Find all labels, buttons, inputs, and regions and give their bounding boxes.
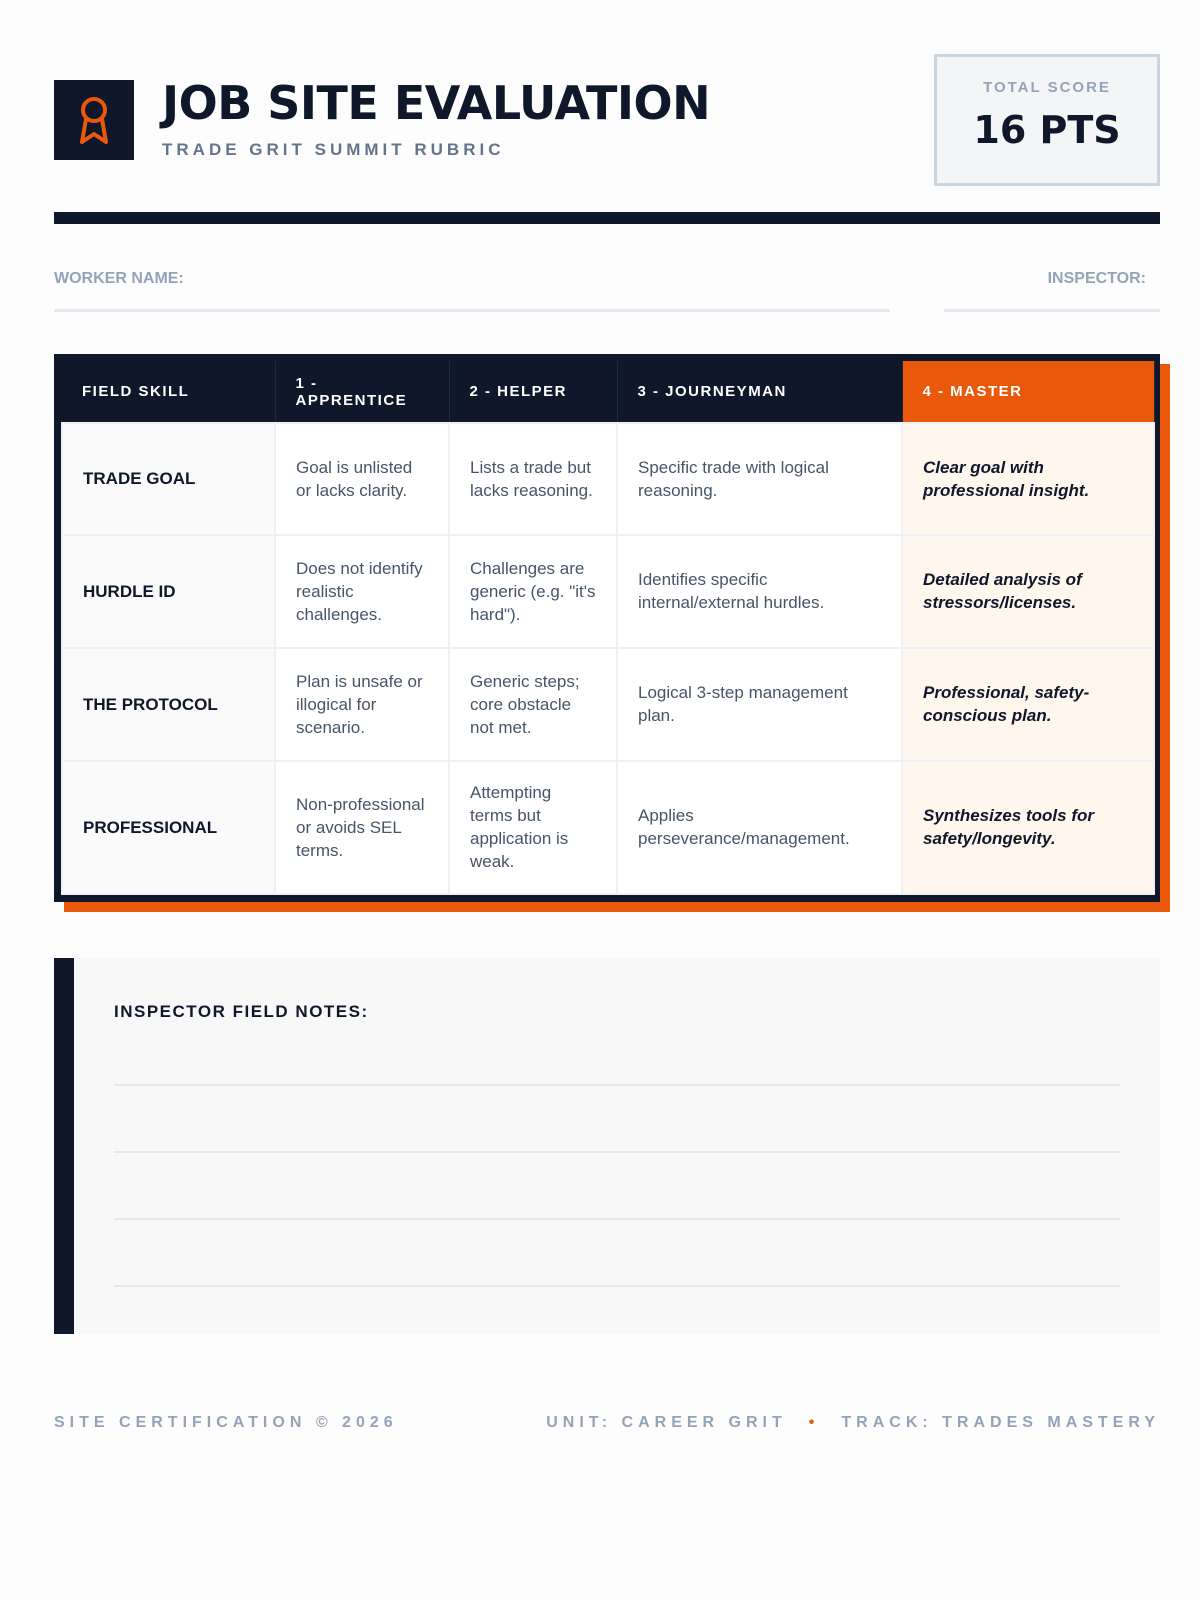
- inspector-notes-section[interactable]: [54, 958, 1160, 1334]
- total-score-box: [934, 54, 1160, 186]
- inspector-field[interactable]: [944, 270, 1160, 312]
- apprentice-cell[interactable]: Plan is unsafe or illogical for scenario.: [275, 648, 449, 761]
- award-ribbon-icon: [72, 94, 116, 146]
- page-subtitle: TRADE GRIT SUMMIT RUBRIC: [162, 140, 505, 159]
- journeyman-cell[interactable]: Logical 3-step management plan.: [617, 648, 902, 761]
- table-frame: [54, 354, 1160, 902]
- footer-meta: [546, 1414, 1160, 1432]
- worker-name-label: WORKER NAME:: [54, 270, 184, 287]
- rubric-table: [61, 361, 1155, 895]
- apprentice-cell[interactable]: Goal is unlisted or lacks clarity.: [275, 423, 449, 535]
- apprentice-cell[interactable]: Non-professional or avoids SEL terms.: [275, 761, 449, 894]
- journeyman-cell[interactable]: Applies perseverance/management.: [617, 761, 902, 894]
- apprentice-cell[interactable]: Does not identify realistic challenges.: [275, 535, 449, 648]
- journeyman-cell[interactable]: Specific trade with logical reasoning.: [617, 423, 902, 535]
- note-line[interactable]: [114, 1084, 1120, 1086]
- footer-certification: SITE CERTIFICATION © 2026: [54, 1414, 398, 1431]
- table-row: [62, 761, 1154, 894]
- master-cell[interactable]: Synthesizes tools for safety/longevity.: [902, 761, 1154, 894]
- helper-cell[interactable]: Challenges are generic (e.g. "it's hard").: [449, 535, 617, 648]
- header-helper: 2 - HELPER: [449, 361, 617, 423]
- master-cell[interactable]: Clear goal with professional insight.: [902, 423, 1154, 535]
- logo: [54, 80, 134, 160]
- skill-cell: TRADE GOAL: [62, 423, 275, 535]
- note-line[interactable]: [114, 1218, 1120, 1220]
- footer-separator: •: [808, 1414, 820, 1431]
- header-divider: [54, 212, 1160, 224]
- header-field-skill: FIELD SKILL: [62, 361, 275, 423]
- header-master: 4 - MASTER: [902, 361, 1154, 423]
- journeyman-cell[interactable]: Identifies specific internal/external hurdles.: [617, 535, 902, 648]
- note-line[interactable]: [114, 1151, 1120, 1153]
- helper-cell[interactable]: Lists a trade but lacks reasoning.: [449, 423, 617, 535]
- table-row: [62, 648, 1154, 761]
- skill-cell: HURDLE ID: [62, 535, 275, 648]
- master-cell[interactable]: Professional, safety-conscious plan.: [902, 648, 1154, 761]
- inspector-label: INSPECTOR:: [1047, 270, 1146, 287]
- total-score-value: 16 PTS: [973, 108, 1121, 152]
- total-score-label: TOTAL SCORE: [983, 79, 1111, 96]
- footer-track: TRACK: TRADES MASTERY: [841, 1414, 1160, 1431]
- skill-cell: THE PROTOCOL: [62, 648, 275, 761]
- table-header-row: [62, 361, 1154, 423]
- header-apprentice: 1 - APPRENTICE: [275, 361, 449, 423]
- table-row: [62, 423, 1154, 535]
- rubric-table-container: [54, 354, 1160, 902]
- master-cell[interactable]: Detailed analysis of stressors/licenses.: [902, 535, 1154, 648]
- page-header: [54, 54, 1160, 184]
- table-row: [62, 535, 1154, 648]
- header-journeyman: 3 - JOURNEYMAN: [617, 361, 902, 423]
- worker-name-field[interactable]: [54, 270, 890, 312]
- skill-cell: PROFESSIONAL: [62, 761, 275, 894]
- helper-cell[interactable]: Attempting terms but application is weak.: [449, 761, 617, 894]
- page-title: JOB SITE EVALUATION: [162, 76, 711, 130]
- helper-cell[interactable]: Generic steps; core obstacle not met.: [449, 648, 617, 761]
- note-line[interactable]: [114, 1285, 1120, 1287]
- footer-unit: UNIT: CAREER GRIT: [546, 1414, 787, 1431]
- notes-label: INSPECTOR FIELD NOTES:: [114, 1002, 369, 1021]
